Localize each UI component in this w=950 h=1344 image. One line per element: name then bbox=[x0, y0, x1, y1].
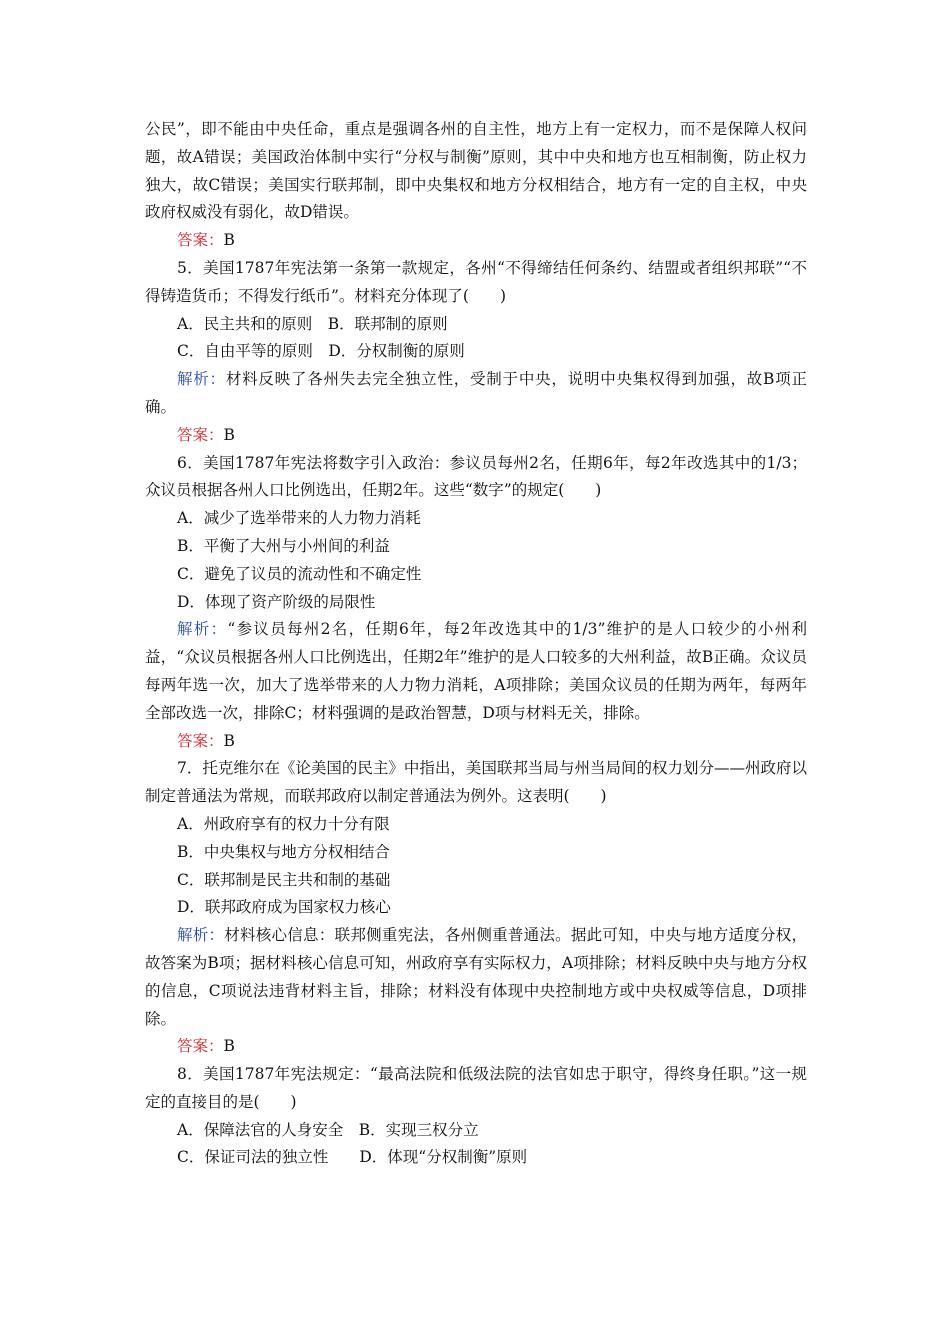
question-6-option-d: D．体现了资产阶级的局限性 bbox=[177, 592, 376, 611]
question-8-options-cd: C．保证司法的独立性 D．体现“分权制衡”原则 bbox=[177, 1148, 528, 1167]
question-7-stem: 7．托克维尔在《论美国的民主》中指出，美国联邦当局与州当局间的权力划分——州政府以制定普通法为常规，而联邦政府以制定普通法为例外。这表明( ) bbox=[145, 759, 807, 806]
explanation-continued: 公民”，即不能由中央任命，重点是强调各州的自主性，地方上有一定权力，而不是保障人权问题，故A错误；美国政治体制中实行“分权与制衡”原则，其中中央和地方也互相制衡，防止权力独大，故C错误；美国实行联邦制，即中央集权和地方分权相结合，地方有一定的自主权，中央政府权威没有弱化，故D错误。 bbox=[145, 120, 807, 222]
answer-line bbox=[145, 227, 807, 255]
question-6-stem: 6．美国1787年宪法将数字引入政治：参议员每州2名，任期6年，每2年改选其中的1/3；众议员根据各州人口比例选出，任期2年。这些“数字”的规定( ) bbox=[145, 453, 807, 500]
explanation-text: 材料反映了各州失去完全独立性，受制于中央，说明中央集权得到加强，故B项正确。 bbox=[145, 370, 807, 416]
question-5-options-cd: C．自由平等的原则 D．分权制衡的原则 bbox=[177, 342, 465, 361]
answer-line bbox=[145, 1033, 807, 1061]
question-7-option-d: D．联邦政府成为国家权力核心 bbox=[177, 898, 391, 917]
question-8-options-ab: A．保障法官的人身安全 B．实现三权分立 bbox=[177, 1120, 479, 1139]
question-7-option-a: A．州政府享有的权力十分有限 bbox=[177, 814, 390, 833]
answer-line bbox=[145, 422, 807, 450]
answer-value: B bbox=[223, 231, 235, 250]
explanation-text: 材料核心信息：联邦侧重宪法，各州侧重普通法。据此可知，中央与地方适度分权，故答案为B项；据材料核心信息可知，州政府享有实际权力，A项排除；材料反映中央与地方分权的信息，C项说法违背材料主旨，排除；材料没有体现中央控制地方或中央权威等信息，D项排除。 bbox=[145, 926, 807, 1028]
explanation-label: 解析： bbox=[177, 620, 228, 639]
question-5-options-ab: A．民主共和的原则 B．联邦制的原则 bbox=[177, 314, 448, 333]
answer-value: B bbox=[223, 731, 235, 750]
explanation-label: 解析： bbox=[177, 926, 225, 945]
answer-line bbox=[145, 728, 807, 756]
question-7-explanation bbox=[145, 922, 807, 1033]
answer-label: 答案： bbox=[177, 1037, 224, 1056]
answer-label: 答案： bbox=[177, 425, 224, 444]
answer-value: B bbox=[223, 425, 235, 444]
answer-label: 答案： bbox=[177, 731, 224, 750]
question-8-stem: 8．美国1787年宪法规定：“最高法院和低级法院的法官如忠于职守，得终身任职。”这一规定的直接目的是( ) bbox=[145, 1065, 807, 1111]
question-7-option-c: C．联邦制是民主共和制的基础 bbox=[177, 870, 391, 889]
question-6-option-c: C．避免了议员的流动性和不确定性 bbox=[177, 564, 422, 583]
question-6-explanation bbox=[145, 616, 807, 727]
question-7-option-b: B．中央集权与地方分权相结合 bbox=[177, 842, 390, 861]
explanation-text: “参议员每州2名，任期6年，每2年改选其中的1/3”维护的是人口较少的小州利益，“众议员根据各州人口比例选出，任期2年”维护的是人口较多的大州利益，故B正确。众议员每两年选一次，加大了选举带来的人力物力消耗，A项排除；美国众议员的任期为两年，每两年全部改选一次，排除C；材料强调的是政治智慧，D项与材料无关，排除。 bbox=[145, 620, 807, 722]
question-content bbox=[145, 116, 807, 1172]
question-6-option-a: A．减少了选举带来的人力物力消耗 bbox=[177, 509, 421, 528]
question-5-explanation bbox=[145, 366, 807, 422]
question-5-stem: 5．美国1787年宪法第一条第一款规定，各州“不得缔结任何条约、结盟或者组织邦联”“不得铸造货币；不得发行纸币”。材料充分体现了( ) bbox=[145, 258, 807, 305]
explanation-label: 解析： bbox=[177, 370, 226, 389]
answer-label: 答案： bbox=[177, 231, 224, 250]
answer-value: B bbox=[223, 1037, 235, 1056]
question-6-option-b: B．平衡了大州与小州间的利益 bbox=[177, 536, 390, 555]
